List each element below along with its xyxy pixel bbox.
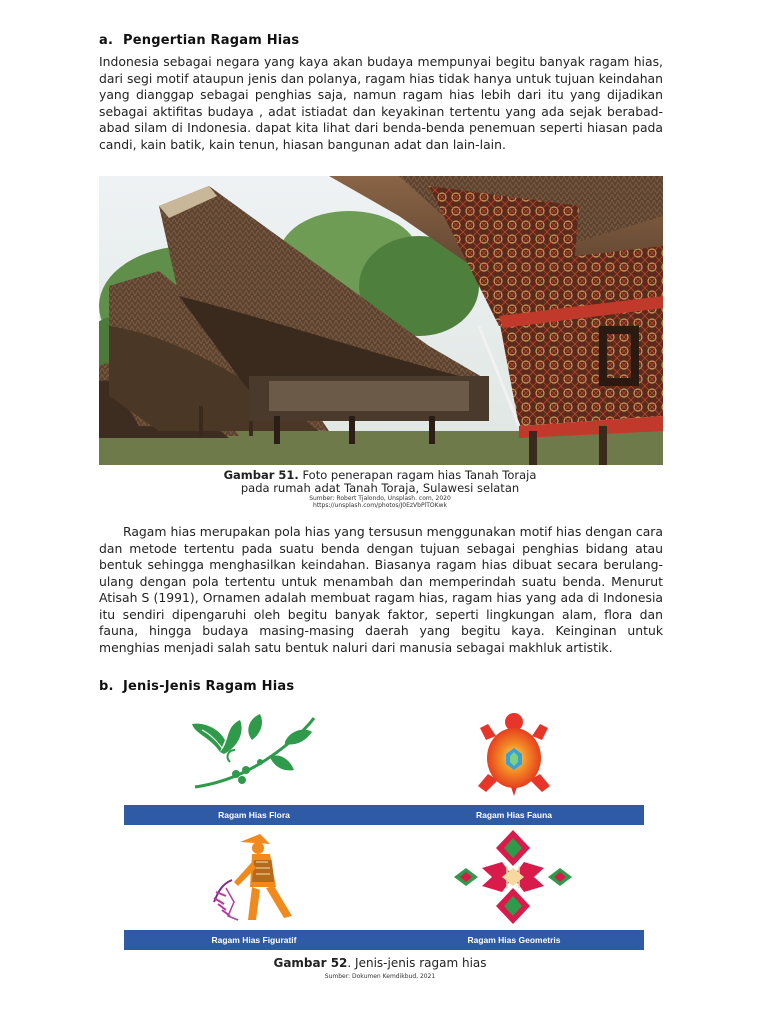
section-a-paragraph: Indonesia sebagai negara yang kaya akan budaya mempunyai begitu banyak ragam hias, dari segi motif ataupun jenis dan polanya, ragam hias tidak hanya untuk tujuan keindahan yang dianggap sebagai penghias saja, namun ragam hias lebih dari itu yang dijadikan sebagai aktifitas budaya , adat istiadat dan keyakinan tertentu yang ada sejak berabad-abad silam di Indonesia. dapat kita lihat dari benda-benda penemuan seperti hiasan pada candi, kain batik, kain tenun, hiasan bangunan adat dan lain-lain. [99, 54, 663, 152]
geometris-label: Ragam Hias Geometris [467, 935, 561, 945]
figure-52-source: Sumber: Dokumen Kemdikbud, 2021 [324, 973, 436, 980]
motif-label-bar-top [124, 805, 644, 825]
fauna-label: Ragam Hias Fauna [475, 810, 553, 820]
motif-label-bar-bottom [124, 930, 644, 950]
section-b-heading [99, 679, 294, 694]
toraja-house-photo [99, 176, 663, 465]
section-a-title: Pengertian Ragam Hias [123, 33, 300, 48]
section-a-letter: a. [99, 33, 114, 48]
figure-51-caption [190, 469, 570, 495]
fauna-motif-image [474, 710, 554, 800]
figure-51-source: Sumber: Robert Tjalondo, Unsplash. com, 2020 [309, 495, 451, 502]
figuratif-motif-image [212, 832, 302, 928]
section-b-letter: b. [99, 679, 114, 694]
figuratif-label: Ragam Hias Figuratif [211, 935, 297, 945]
section-a-heading [99, 33, 299, 48]
flora-motif-image [190, 712, 320, 796]
figure-51-caption-line2: pada rumah adat Tanah Toraja, Sulawesi selatan [240, 481, 520, 495]
section-b-title: Jenis-Jenis Ragam Hias [123, 679, 295, 694]
flora-label: Ragam Hias Flora [218, 810, 290, 820]
geometris-motif-image [452, 828, 574, 930]
figure-52-caption-text: . Jenis-jenis ragam hias [347, 956, 487, 970]
figure-51-url: https://unsplash.com/photos/J0EzVbPlTOKwk [313, 502, 447, 509]
body-paragraph-2: Ragam hias merupakan pola hias yang tersusun menggunakan motif hias dengan cara dan metode tertentu pada suatu benda dengan tujuan sebagai penghias bidang atau bentuk sehingga menghasilkan keindahan. Biasanya ragam hias dibuat secara berulang-ulang dengan pola tertentu untuk menambah dan memperindah suatu benda. Menurut Atisah S (1991), Ornamen adalah membuat ragam hias, ragam hias yang ada di Indonesia itu sendiri dipengaruhi oleh begitu banyak faktor, seperti lingkungan alam, flora dan fauna, hingga budaya masing-masing daerah yang begitu kaya. Keinginan untuk menghias menjadi salah satu bentuk naluri dari manusia sebagai makhluk artistik. [99, 524, 663, 655]
figure-52-caption [190, 957, 570, 970]
figure-51-caption-line1: Foto penerapan ragam hias Tanah Toraja [298, 468, 537, 482]
figure-51-label: Gambar 51. [223, 468, 299, 482]
figure-52-label: Gambar 52 [273, 956, 348, 970]
